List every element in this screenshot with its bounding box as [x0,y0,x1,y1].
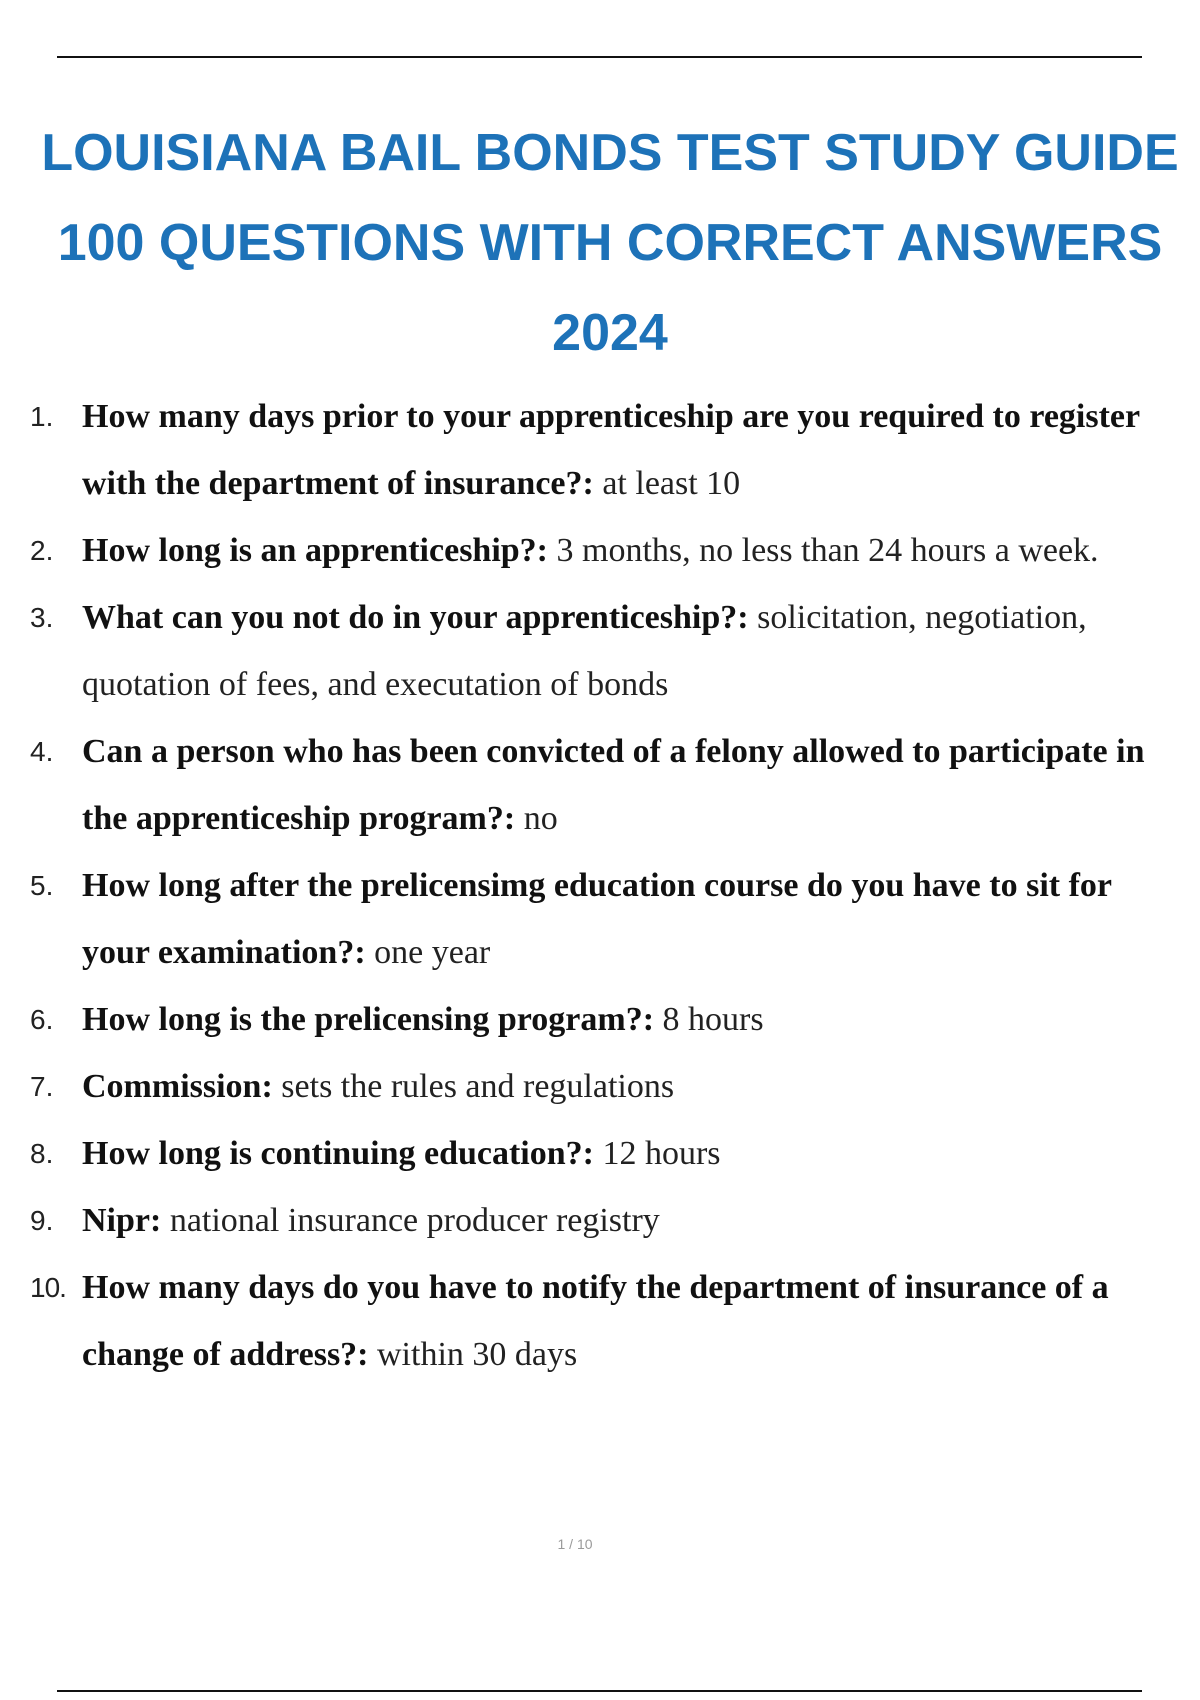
title-line-1: LOUISIANA BAIL BONDS TEST STUDY GUIDE [41,124,1179,182]
item-number: 10. [30,1272,66,1303]
question-text: How long is an apprenticeship?: [82,532,557,569]
answer-text: sets the rules and regulations [281,1068,675,1105]
answer-text: within 30 days [377,1336,578,1373]
list-item [0,1120,1200,1187]
list-item [0,1254,1200,1388]
item-number: 9. [30,1205,54,1236]
question-text: How long is continuing education?: [82,1135,603,1172]
page-number: 1 / 10 [557,1536,593,1552]
item-number: 5. [30,870,54,901]
question-text: How long is the prelicensing program?: [82,1001,663,1038]
question-text: How long after the prelicensimg education course do you have to sit for your examination?: [82,867,1112,971]
item-number: 4. [30,736,54,767]
answer-text: 8 hours [662,1001,764,1038]
title-line-2: 100 QUESTIONS WITH CORRECT ANSWERS [57,214,1163,272]
list-item [0,718,1200,852]
bottom-rule [57,1690,1142,1692]
top-rule [57,56,1142,58]
item-number: 7. [30,1071,54,1102]
list-item [0,986,1200,1053]
answer-text: one year [374,934,491,971]
question-text: Can a person who has been convicted of a felony allowed to participate in the apprenticeship program?: [82,733,1145,837]
list-item [0,1187,1200,1254]
answer-text: at least 10 [602,465,741,502]
item-number: 1. [30,401,54,432]
question-list [0,383,1200,1388]
title-line-3: 2024 [552,304,668,362]
question-text: Nipr: [82,1202,170,1239]
list-item [0,852,1200,986]
item-number: 8. [30,1138,54,1169]
item-number: 2. [30,535,54,566]
question-text: Commission: [82,1068,282,1105]
list-item [0,383,1200,517]
document-title [30,108,1190,378]
question-text: How many days do you have to notify the department of insurance of a change of address?: [82,1269,1109,1373]
question-text: How many days prior to your apprenticeship are you required to register with the department of insurance?: [82,398,1140,502]
answer-text: solicitation, negotiation, quotation of fees, and executation of bonds [82,599,1087,703]
item-number: 3. [30,602,54,633]
answer-text: 12 hours [602,1135,721,1172]
list-item [0,1053,1200,1120]
list-item [0,584,1200,718]
answer-text: no [523,800,558,837]
answer-text: 3 months, no less than 24 hours a week. [556,532,1099,569]
answer-text: national insurance producer registry [169,1202,660,1239]
item-number: 6. [30,1004,54,1035]
list-item [0,517,1200,584]
question-text: What can you not do in your apprenticeship?: [82,599,758,636]
